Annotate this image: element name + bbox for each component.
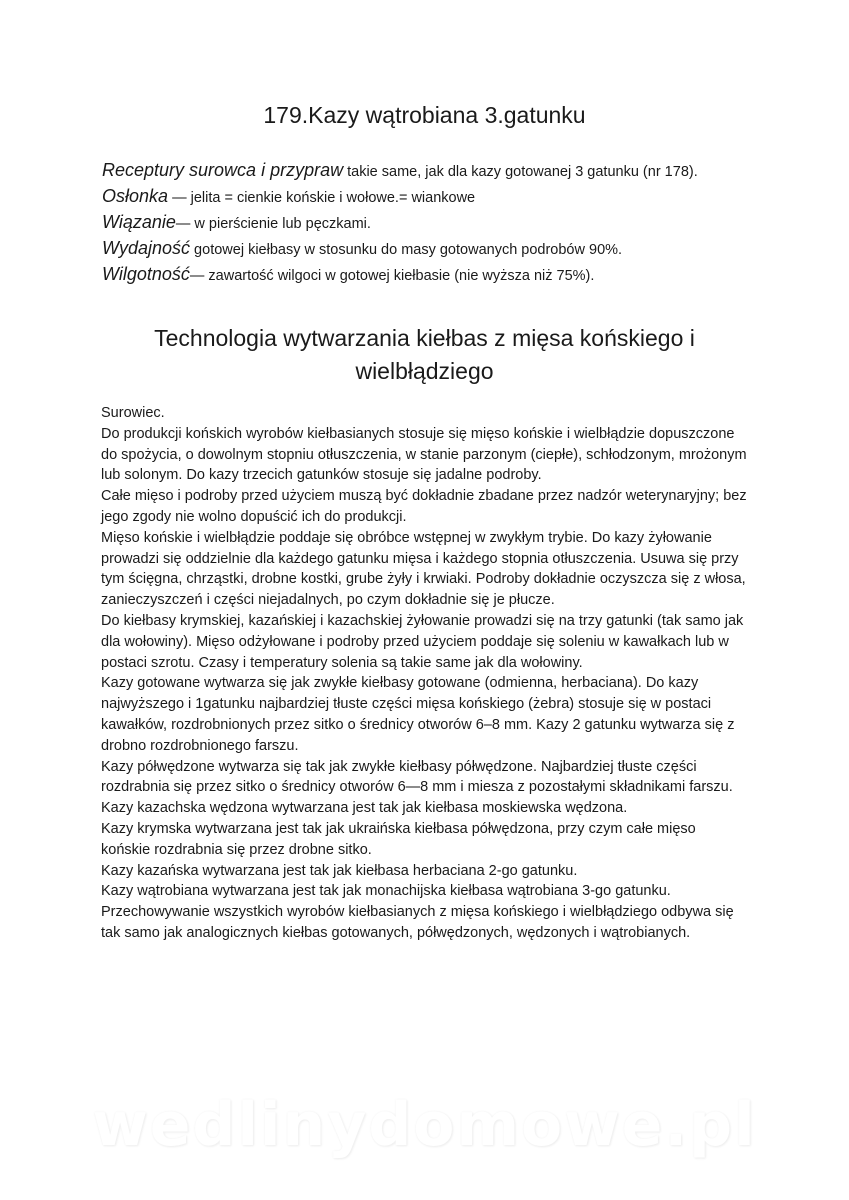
spec-text: — jelita = cienkie końskie i wołowe.= wiankowe: [168, 190, 476, 206]
paragraph: Kazy kazachska wędzona wytwarzana jest tak jak kiełbasa moskiewska wędzona.: [101, 800, 628, 817]
paragraph: Kazy krymska wytwarzana jest tak jak ukraińska kiełbasa półwędzona, przy czym całe mięso końskie rozdrabnia się przez drobne sitko.: [101, 820, 696, 858]
spec-recipe: [102, 158, 742, 184]
spec-term: Wydajność: [102, 238, 191, 258]
paragraph: Całe mięso i podroby przed użyciem muszą być dokładnie zbadane przez nadzór weterynaryjny; bez jego zgody nie wolno dopuścić ich do produkcji.: [101, 488, 747, 525]
spec-text: — zawartość wilgoci w gotowej kiełbasie (nie wyższa niż 75%).: [189, 268, 595, 284]
paragraph: Mięso końskie i wielbłądzie poddaje się obróbce wstępnej w zwykłym trybie. Do kazy żyłowanie prowadzi się oddzielnie dla każdego gatunku mięsa i każdego stopnia otłuszczenia. Usuwa się przy tym ścięgna, chrząstki, drobne kostki, grube żyły i krwiaki. Podroby dokładnie oczyszcza się z włosa, zanieczyszczeń i części niejadalnych, po czym dokładnie się je płucze.: [101, 529, 746, 609]
paragraph: Do produkcji końskich wyrobów kiełbasianych stosuje się mięso końskie i wielbłądzie dopuszczone do spożycia, o dowolnym stopniu otłuszczenia, w stanie parzonym (ciepłe), schłodzonym, mrożonym lub solonym. Do kazy trzecich gatunków stosuje się jadalne podroby.: [101, 425, 747, 484]
spec-text: takie same, jak dla kazy gotowanej 3 gatunku (nr 178).: [343, 164, 698, 180]
paragraph: Przechowywanie wszystkich wyrobów kiełbasianych z mięsa końskiego i wielbłądziego odbywa się tak samo jak analogicznych kiełbas gotowanych, półwędzonych, wędzonych i wątrobianych.: [101, 904, 734, 941]
spec-casing: [102, 184, 742, 210]
watermark: wedlinydomowe.pl: [92, 1090, 757, 1160]
section-title: 179.Kazy wątrobiana 3.gatunku: [263, 102, 586, 128]
spec-term: Wilgotność: [102, 264, 190, 284]
spec-yield: [102, 236, 742, 262]
spec-term: Receptury surowca i przypraw: [102, 160, 344, 180]
body-text: [101, 403, 747, 944]
spec-moisture: [102, 262, 742, 288]
spec-term: Wiązanie: [102, 212, 176, 232]
paragraph: Kazy półwędzone wytwarza się tak jak zwykłe kiełbasy półwędzone. Najbardziej tłuste części rozdrabnia się przez sitko o średnicy otworów 6—8 mm i miesza z pozostałymi składnikami farszu.: [101, 758, 733, 796]
spec-term: Osłonka: [102, 186, 169, 206]
paragraph: Surowiec.: [101, 405, 165, 421]
paragraph: Kazy kazańska wytwarzana jest tak jak kiełbasa herbaciana 2-go gatunku.: [101, 862, 578, 879]
paragraph: Kazy wątrobiana wytwarzana jest tak jak monachijska kiełbasa wątrobiana 3-go gatunku.: [101, 883, 671, 900]
spec-text: gotowej kiełbasy w stosunku do masy gotowanych podrobów 90%.: [190, 242, 623, 258]
spec-list: [102, 158, 742, 288]
paragraph: Kazy gotowane wytwarza się jak zwykłe kiełbasy gotowane (odmienna, herbaciana). Do kazy najwyższego i 1gatunku najbardziej tłuste części mięsa końskiego (żebra) stosuje się w postaci kawałków, rozdrobnionych przez sitko o średnicy otworów 6–8 mm. Kazy 2 gatunku wytwarza się z drobno rozdrobnionego farszu.: [101, 675, 735, 754]
technology-heading: Technologia wytwarzania kiełbas z mięsa końskiego i wielbłądziego: [154, 325, 695, 384]
spec-tying: [102, 210, 742, 236]
spec-text: — w pierścienie lub pęczkami.: [175, 216, 371, 232]
paragraph: Do kiełbasy krymskiej, kazańskiej i kazachskiej żyłowanie prowadzi się na trzy gatunki (tak samo jak dla wołowiny). Mięso odżyłowane i podroby przed użyciem poddaje się soleniu w kawałkach lub w postaci szrotu. Czasy i temperatury solenia są takie same jak dla wołowiny.: [101, 612, 744, 671]
